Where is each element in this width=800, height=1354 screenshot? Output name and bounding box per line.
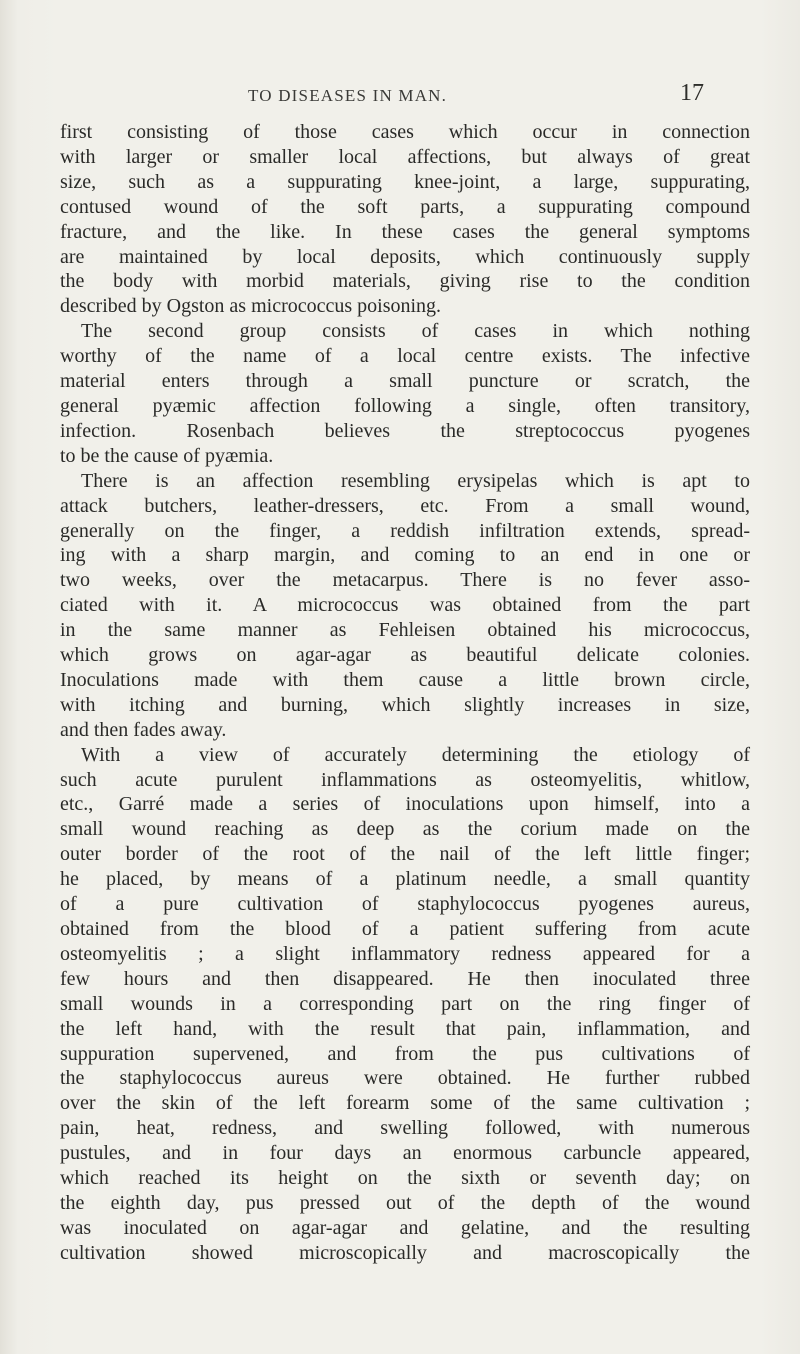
text-line-last: to be the cause of pyæmia. <box>60 444 274 467</box>
text-line: outer border of the root of the nail of the left little finger; <box>60 843 750 866</box>
text-line: infection. Rosenbach believes the streptococcus pyogenes <box>60 419 750 442</box>
text-line: which reached its height on the sixth or seventh day; on <box>60 1167 750 1190</box>
text-line: worthy of the name of a local centre exists. The infective <box>60 345 750 368</box>
body-text <box>60 120 750 1266</box>
text-line: two weeks, over the metacarpus. There is no fever asso- <box>60 569 750 592</box>
text-line: With a view of accurately determining the etiology of <box>81 743 750 766</box>
page-header <box>0 80 800 110</box>
text-line: ciated with it. A micrococcus was obtained from the part <box>60 594 750 617</box>
running-head: TO DISEASES IN MAN. <box>248 86 448 105</box>
text-line: small wounds in a corresponding part on the ring finger of <box>60 992 750 1015</box>
text-line: fracture, and the like. In these cases the general symptoms <box>60 220 750 243</box>
paragraph-2 <box>60 319 750 468</box>
text-line: obtained from the blood of a patient suffering from acute <box>60 918 750 940</box>
text-line: etc., Garré made a series of inoculations upon himself, into a <box>60 793 750 816</box>
text-line: of a pure cultivation of staphylococcus pyogenes aureus, <box>60 893 750 916</box>
text-line: which grows on agar-agar as beautiful delicate colonies. <box>60 644 750 667</box>
text-line: There is an affection resembling erysipelas which is apt to <box>81 469 750 492</box>
text-line: the staphylococcus aureus were obtained. He further rubbed <box>60 1067 750 1090</box>
page-number: 17 <box>680 80 704 106</box>
paragraph-1 <box>60 120 750 319</box>
text-line: size, such as a suppurating knee-joint, a large, suppurating, <box>60 170 750 193</box>
paragraph-4 <box>60 743 750 1266</box>
text-line: was inoculated on agar-agar and gelatine, and the resulting <box>60 1216 750 1239</box>
text-line: the body with morbid materials, giving rise to the condition <box>60 270 750 293</box>
text-line: attack butchers, leather-dressers, etc. From a small wound, <box>60 494 750 517</box>
text-line: The second group consists of cases in which nothing <box>81 320 750 343</box>
text-line: material enters through a small puncture or scratch, the <box>60 370 750 393</box>
text-line: he placed, by means of a platinum needle, a small quantity <box>60 868 750 891</box>
text-line-last: and then fades away. <box>60 718 227 741</box>
text-line: generally on the finger, a reddish infiltration extends, spread- <box>60 519 750 542</box>
text-line: with itching and burning, which slightly increases in size, <box>60 693 750 716</box>
text-line: pain, heat, redness, and swelling followed, with numerous <box>60 1117 750 1140</box>
text-line: over the skin of the left forearm some of the same cultivation ; <box>60 1092 750 1115</box>
text-line: cultivation showed microscopically and macroscopically the <box>60 1241 750 1264</box>
text-line: the eighth day, pus pressed out of the depth of the wound <box>60 1191 750 1214</box>
text-line: with larger or smaller local affections, but always of great <box>60 145 750 168</box>
text-line: general pyæmic affection following a single, often transitory, <box>60 394 750 417</box>
text-line: few hours and then disappeared. He then inoculated three <box>60 967 750 990</box>
text-line: contused wound of the soft parts, a suppurating compound <box>60 195 750 218</box>
text-line: the left hand, with the result that pain, inflammation, and <box>60 1017 750 1040</box>
text-line: such acute purulent inflammations as osteomyelitis, whitlow, <box>60 768 750 791</box>
text-line: are maintained by local deposits, which continuously supply <box>60 245 750 268</box>
text-line: osteomyelitis ; a slight inflammatory redness appeared for a <box>60 942 750 965</box>
text-line: pustules, and in four days an enormous carbuncle appeared, <box>60 1142 750 1165</box>
paragraph-3 <box>60 469 750 743</box>
text-line: Inoculations made with them cause a little brown circle, <box>60 668 750 691</box>
text-line: small wound reaching as deep as the corium made on the <box>60 818 750 841</box>
text-line-last: described by Ogston as micrococcus poisoning. <box>60 295 442 318</box>
text-line: first consisting of those cases which occur in connection <box>60 121 750 143</box>
text-line: suppuration supervened, and from the pus cultivations of <box>60 1042 750 1065</box>
text-line: in the same manner as Fehleisen obtained his micrococcus, <box>60 619 750 642</box>
text-line: ing with a sharp margin, and coming to an end in one or <box>60 544 750 567</box>
